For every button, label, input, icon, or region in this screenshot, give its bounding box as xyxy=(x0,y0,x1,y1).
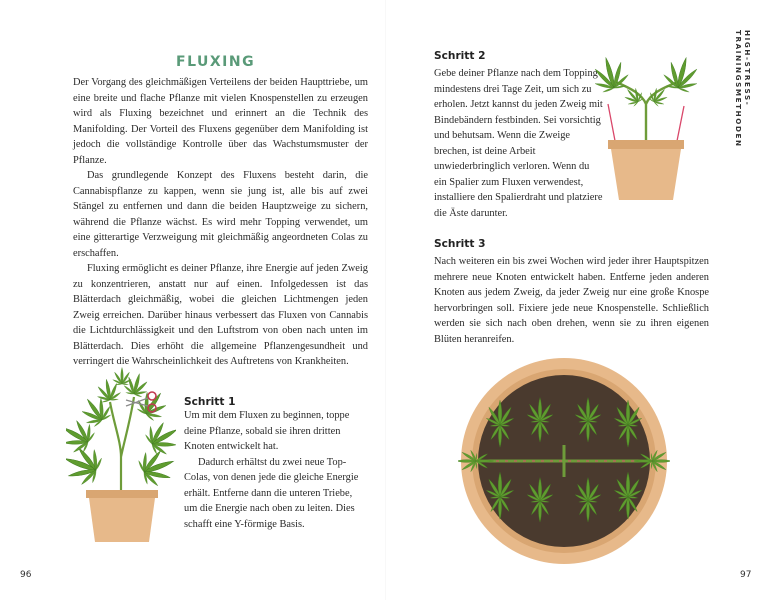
plant-top-view-step3-icon xyxy=(458,355,670,567)
step-3-heading: Schritt 3 xyxy=(434,238,486,250)
intro-paragraph-1: Der Vorgang des gleichmäßigen Verteilens der beiden Haupttriebe, um eine breite und flache Pflanze mit vielen Knospenstellen zu erzeugen wird als Fluxing bezeichnet und erinnert an die Technik des Manifolding. Der Vorteil des Fluxens gegenüber dem Manifolding ist jedoch die vollständige Kontrolle über das Wachstumsmuster der Pflanze. xyxy=(73,77,368,166)
step-1 xyxy=(184,396,362,532)
step-1-paragraph-1: Um mit dem Fluxen zu beginnen, toppe deine Pflanze, sobald sie ihren dritten Knoten entwickelt hat. xyxy=(184,410,350,452)
running-head: HIGH-STRESS-TRAININGSMETHODEN xyxy=(734,30,752,148)
page-title: FLUXING xyxy=(176,54,256,70)
step-1-paragraph-2: Dadurch erhältst du zwei neue Top-Colas, von denen jede die gleiche Energie erhält. Entferne dann die unteren Triebe, um die Energie nach oben zu leiten. Dies schafft eine Y-förmige Basis. xyxy=(184,456,359,530)
step-3-paragraph-1: Nach weiteren ein bis zwei Wochen wird jeder ihrer Hauptspitzen mehrere neue Knoten entwickelt haben. Entferne jeden anderen Knoten aus jedem Zweig, da jeder Zweig nur eine große Knospe hervorbringen soll. Fixiere jede neue Knospenstelle. Schließlich werden sie sich nach oben drehen, wenn sie zu ihren eigenen Blüten heranreifen. xyxy=(434,256,709,345)
plant-topped-step1-icon xyxy=(66,362,176,544)
page-number-right: 97 xyxy=(740,570,752,580)
plant-tied-step2-icon xyxy=(580,54,712,204)
page-number-left: 96 xyxy=(20,570,32,580)
gutter xyxy=(385,0,386,600)
step-1-heading: Schritt 1 xyxy=(184,396,236,408)
step-2-heading: Schritt 2 xyxy=(434,50,486,62)
step-2-paragraph-1: Gebe deiner Pflanze nach dem Topping mindestens drei Tage Zeit, um sich zu erholen. Jetzt kannst du jeden Zweig mit Bindebändern festbinden. Sei vorsichtig und behutsam. Wenn die Zweige brechen, ist deine Arbeit unwiederbringlich verloren. Wenn du ein Spalier zum Fluxen verwendest, installiere den Spalierdraht und platziere die Äste darunter. xyxy=(434,68,603,219)
intro-text xyxy=(73,75,368,370)
step-3 xyxy=(434,238,709,347)
intro-paragraph-3: Fluxing ermöglicht es deiner Pflanze, ihre Energie auf jeden Zweig zu konzentrieren, anstatt nur auf einen. Infolgedessen ist das Blätterdach gleichmäßig, wobei die gleichen Lichtmengen jeden Zweig erreichen. Darüber hinaus verbessert das Fluxen von Cannabis die Lichtdurchlässigkeit und den Luftstrom von oben nach unten im Blätterdach. Dies erhöht die allgemeine Pflanzengesundheit und verringert die Wahrscheinlichkeit des Auftretens von Krankheiten. xyxy=(73,263,368,367)
step-2 xyxy=(434,50,604,221)
intro-paragraph-2: Das grundlegende Konzept des Fluxens besteht darin, die Cannabispflanze zu kappen, wenn sie jung ist, alle bis auf zwei Stängel zu entfernen und dann die beiden Hauptzweige zu sichern, während die Pflanze wächst. Es wird mehr Topping verwendet, um eine gitterartige Verzweigung mit gleichmäßig angeordneten Colas zu erschaffen. xyxy=(73,170,368,259)
